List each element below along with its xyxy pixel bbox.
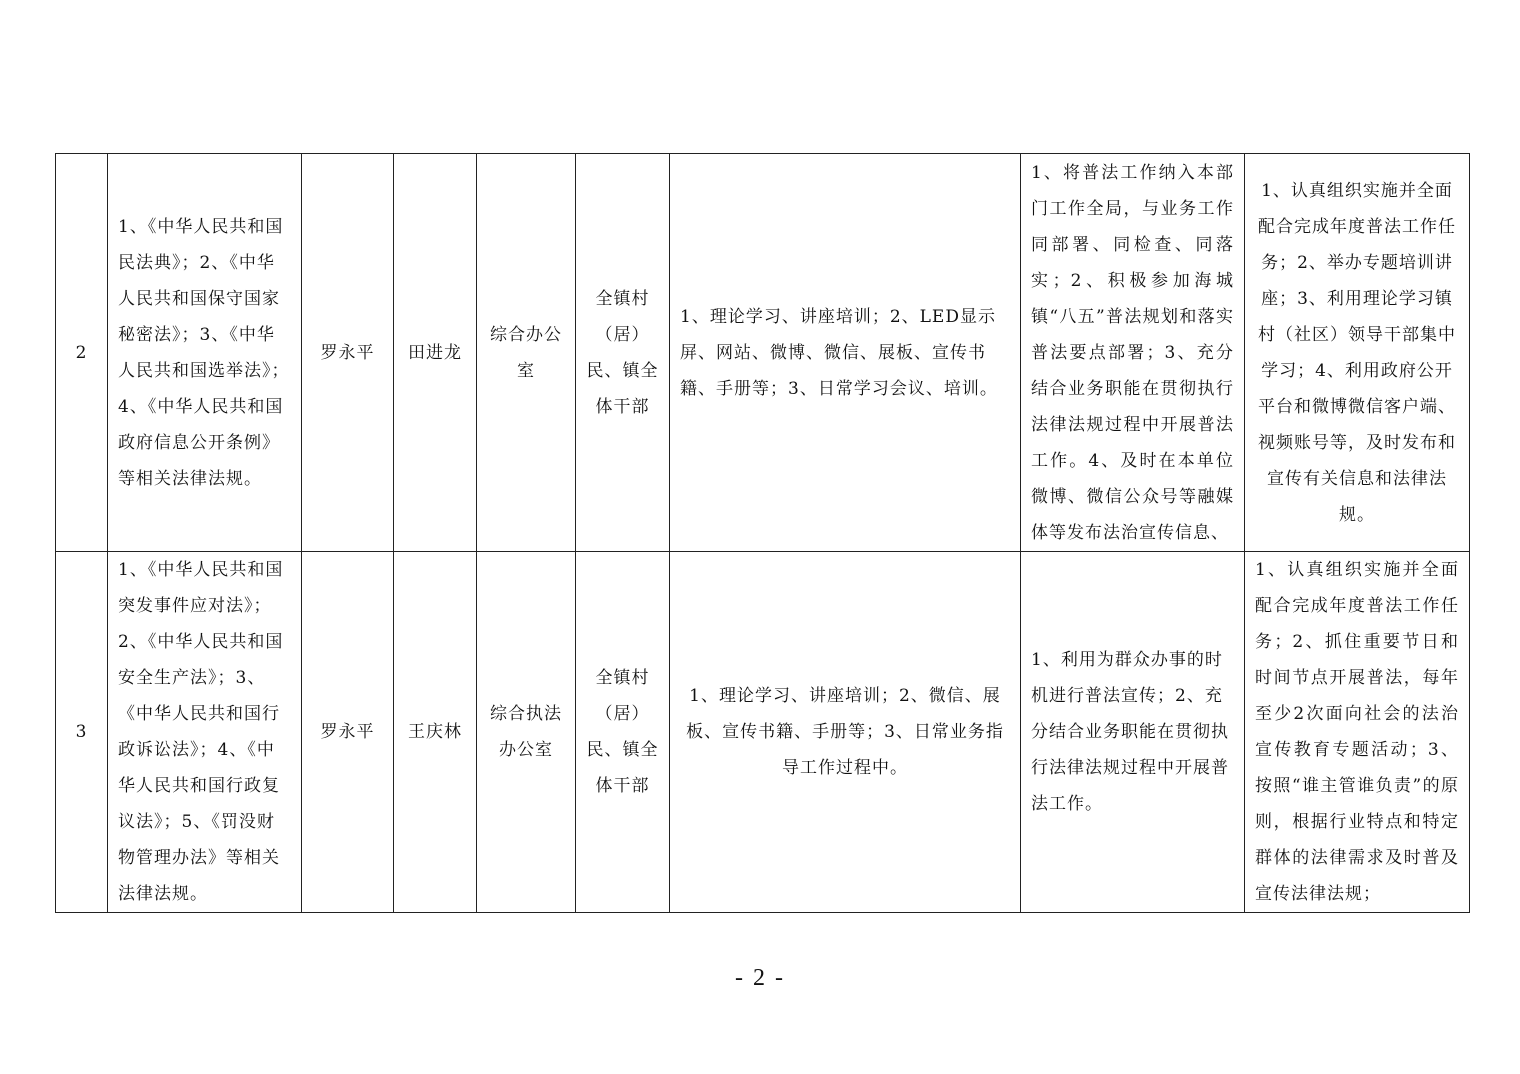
audience-cell: 全镇村（居）民、镇全体干部 [576, 552, 670, 913]
methods-cell: 1、理论学习、讲座培训；2、微信、展板、宣传书籍、手册等；3、日常业务指导工作过程中。 [670, 552, 1021, 913]
responsible-person-cell: 王庆林 [394, 552, 477, 913]
measures-cell: 1、利用为群众办事的时机进行普法宣传；2、充分结合业务职能在贯彻执行法律法规过程中开展普法工作。 [1021, 552, 1245, 913]
measures-cell [1021, 154, 1245, 552]
table-row [56, 552, 1470, 913]
measures-text: 1、将普法工作纳入本部门工作全局，与业务工作同部署、同检查、同落实；2、积极参加海城镇“八五”普法规划和落实普法要点部署；3、充分结合业务职能在贯彻执行法律法规过程中开展普法工作。4、及时在本单位微博、微信公众号等融媒体等发布法治宣传信息、 [1031, 162, 1234, 543]
department-cell: 综合办公室 [477, 154, 576, 552]
tasks-cell: 1、认真组织实施并全面配合完成年度普法工作任务；2、举办专题培训讲座；3、利用理论学习镇村（社区）领导干部集中学习；4、利用政府公开平台和微博微信客户端、视频账号等，及时发布和宣传有关信息和法律法规。 [1245, 154, 1470, 552]
row-number: 2 [56, 154, 108, 552]
table-row [56, 154, 1470, 552]
audience-cell: 全镇村（居）民、镇全体干部 [576, 154, 670, 552]
page-number: - 2 - [735, 965, 785, 991]
methods-cell: 1、理论学习、讲座培训；2、LED显示屏、网站、微博、微信、展板、宣传书籍、手册等；3、日常学习会议、培训。 [670, 154, 1021, 552]
law-publicity-table [55, 153, 1470, 913]
row-number: 3 [56, 552, 108, 913]
responsible-person-cell: 田进龙 [394, 154, 477, 552]
leader-cell: 罗永平 [302, 552, 394, 913]
tasks-cell: 1、认真组织实施并全面配合完成年度普法工作任务；2、抓住重要节日和时间节点开展普法，每年至少2次面向社会的法治宣传教育专题活动；3、按照“谁主管谁负责”的原则，根据行业特点和特定群体的法律需求及时普及宣传法律法规； [1245, 552, 1470, 913]
department-cell: 综合执法办公室 [477, 552, 576, 913]
laws-cell: 1、《中华人民共和国突发事件应对法》；2、《中华人民共和国安全生产法》；3、《中华人民共和国行政诉讼法》；4、《中华人民共和国行政复议法》；5、《罚没财物管理办法》等相关法律法规。 [108, 552, 302, 913]
leader-cell: 罗永平 [302, 154, 394, 552]
laws-cell: 1、《中华人民共和国民法典》；2、《中华人民共和国保守国家秘密法》；3、《中华人民共和国选举法》；4、《中华人民共和国政府信息公开条例》等相关法律法规。 [108, 154, 302, 552]
